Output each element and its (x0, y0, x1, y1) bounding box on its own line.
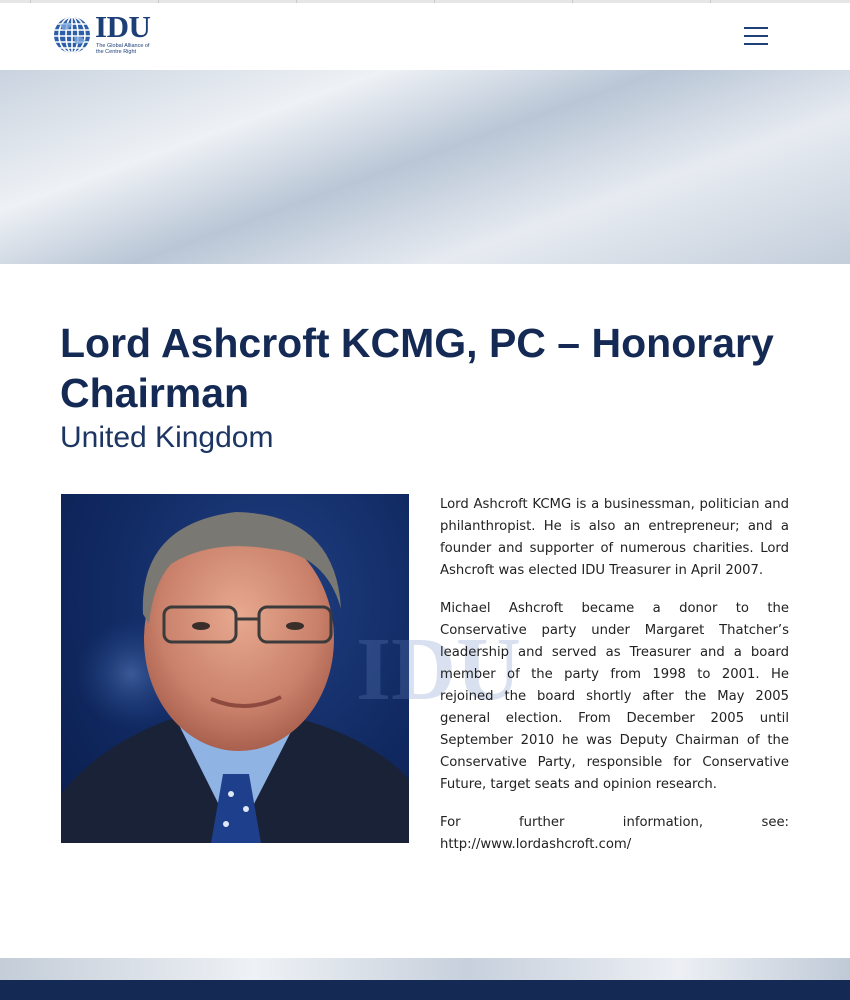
logo-tagline: The Global Alliance of the Centre Right (96, 43, 150, 55)
page-title: Lord Ashcroft KCMG, PC – Honorary Chairman (60, 320, 774, 416)
bio-paragraph: Michael Ashcroft became a donor to the Conservative party under Margaret Thatcher’s leadership and served as Treasurer and a board member of the party from 1998 to 2001. He rejoined the board shortly after the May 2005 general election. From December 2005 until September 2010 he was Deputy Chairman of the Conservative Party, responsible for Conservative Future, target seats and opinion research. (440, 601, 789, 792)
site-header (0, 3, 850, 70)
bio-paragraph: Lord Ashcroft KCMG is a businessman, politician and philanthropist. He is also an entrepreneur; and a founder and supporter of numerous charities. Lord Ashcroft was elected IDU Treasurer in April 2007. (440, 497, 789, 578)
hamburger-menu-icon[interactable] (744, 25, 770, 47)
more-info-paragraph (440, 812, 789, 856)
website-link[interactable]: http://www.lordashcroft.com/ (440, 837, 632, 852)
portrait-illustration (61, 494, 522, 843)
globe-icon (52, 15, 92, 55)
footer-divider (0, 958, 850, 980)
logo-wordmark: IDU (95, 9, 151, 44)
country-subtitle: United Kingdom (60, 421, 274, 454)
hero-banner (0, 70, 850, 264)
svg-text:IDU: IDU (356, 620, 522, 719)
portrait-photo (61, 494, 522, 843)
idu-logo[interactable] (52, 9, 172, 59)
site-footer (0, 980, 850, 1000)
more-info-label: For further information, see: (440, 815, 789, 830)
biography (440, 494, 789, 872)
